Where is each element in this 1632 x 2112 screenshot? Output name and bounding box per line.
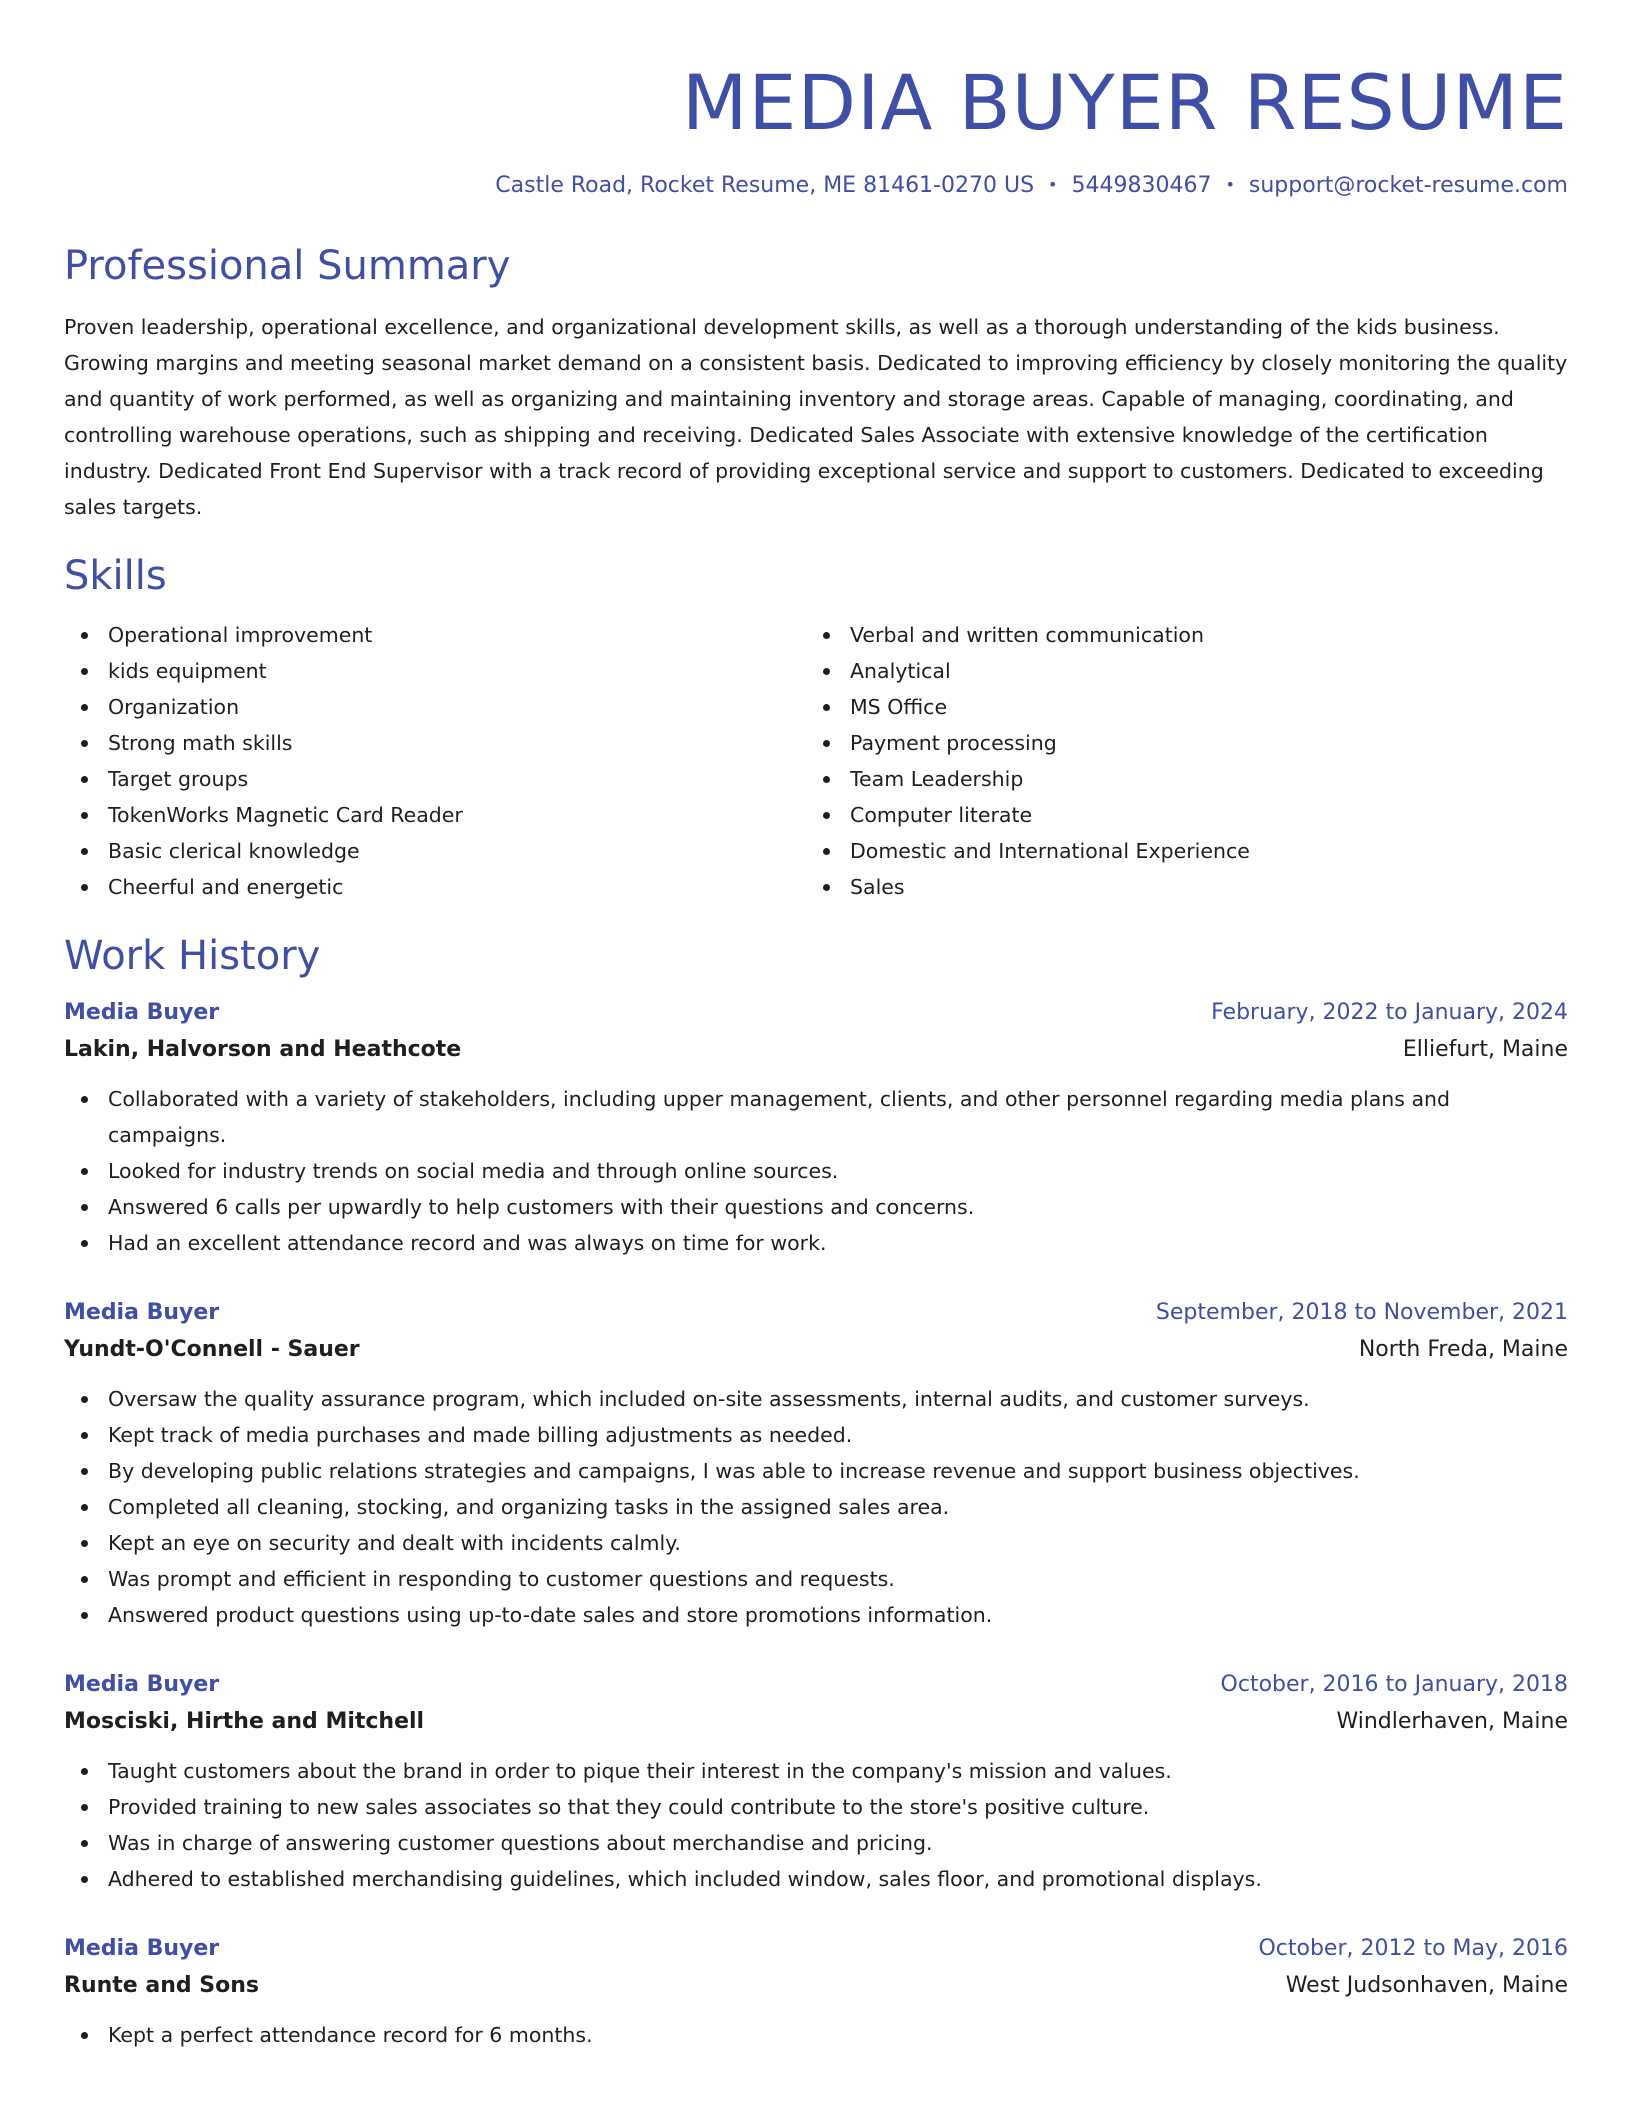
job-location: North Freda, Maine [1358,1337,1568,1362]
job-location: West Judsonhaven, Maine [1285,1973,1568,1998]
skill-item: Computer literate [806,797,1548,833]
job-company: Mosciski, Hirthe and Mitchell [64,1709,425,1734]
skill-item: Domestic and International Experience [806,833,1548,869]
contact-address: Castle Road, Rocket Resume, ME 81461-0270 US [495,173,1035,198]
job-bullet: Was prompt and efficient in responding to customer questions and requests. [64,1561,1568,1597]
work-history-heading: Work History [64,933,321,979]
job-location: Elliefurt, Maine [1402,1037,1568,1062]
separator-dot: • [1225,175,1235,194]
job-bullet: Provided training to new sales associates so that they could contribute to the store's positive culture. [64,1789,1568,1825]
job-bullet: Had an excellent attendance record and was always on time for work. [64,1225,1568,1261]
job-bullet: Kept an eye on security and dealt with incidents calmly. [64,1525,1568,1561]
skill-item: Operational improvement [64,617,806,653]
job-dates: February, 2022 to January, 2024 [1211,1000,1568,1025]
job-entry [64,995,1568,1261]
skill-item: Sales [806,869,1548,905]
skill-item: Verbal and written communication [806,617,1548,653]
job-bullet: Was in charge of answering customer questions about merchandise and pricing. [64,1825,1568,1861]
skill-item: Basic clerical knowledge [64,833,806,869]
job-bullet: Answered 6 calls per upwardly to help customers with their questions and concerns. [64,1189,1568,1225]
job-bullet: Adhered to established merchandising guidelines, which included window, sales floor, and promotional displays. [64,1861,1568,1897]
skill-item: TokenWorks Magnetic Card Reader [64,797,806,833]
job-location: Windlerhaven, Maine [1336,1709,1568,1734]
job-bullet: Taught customers about the brand in order to pique their interest in the company's mission and values. [64,1753,1568,1789]
resume-title: MEDIA BUYER RESUME [681,58,1568,147]
job-bullets [64,1753,1568,1897]
job-bullets [64,1081,1568,1261]
skill-item: Team Leadership [806,761,1548,797]
job-dates: October, 2012 to May, 2016 [1258,1936,1568,1961]
job-company: Lakin, Halvorson and Heathcote [64,1037,462,1062]
skills-grid [64,617,1568,905]
skills-column-right [806,617,1548,905]
job-entry [64,1295,1568,1633]
skill-item: Payment processing [806,725,1548,761]
job-entry [64,1931,1568,2053]
job-title: Media Buyer [64,1672,220,1697]
job-bullet: Oversaw the quality assurance program, which included on-site assessments, internal audits, and customer surveys. [64,1381,1568,1417]
job-bullet: Kept track of media purchases and made billing adjustments as needed. [64,1417,1568,1453]
job-entry [64,1667,1568,1897]
separator-dot: • [1048,175,1058,194]
job-company: Yundt-O'Connell - Sauer [64,1337,360,1362]
contact-phone: 5449830467 [1071,173,1212,198]
job-bullets [64,2017,1568,2053]
job-title: Media Buyer [64,1936,220,1961]
skills-column-left [64,617,806,905]
skill-item: kids equipment [64,653,806,689]
contact-line [64,170,1568,201]
job-bullet: Kept a perfect attendance record for 6 months. [64,2017,1568,2053]
job-dates: September, 2018 to November, 2021 [1155,1300,1568,1325]
job-bullet: Answered product questions using up-to-date sales and store promotions information. [64,1597,1568,1633]
job-bullet: By developing public relations strategies and campaigns, I was able to increase revenue and support business objectives. [64,1453,1568,1489]
job-bullet: Collaborated with a variety of stakeholders, including upper management, clients, and other personnel regarding media plans and campaigns. [64,1081,1568,1153]
job-bullet: Completed all cleaning, stocking, and organizing tasks in the assigned sales area. [64,1489,1568,1525]
resume-page [64,0,1568,2053]
job-title: Media Buyer [64,1300,220,1325]
job-bullets [64,1381,1568,1633]
skill-item: Analytical [806,653,1548,689]
skill-item: Target groups [64,761,806,797]
job-dates: October, 2016 to January, 2018 [1220,1672,1568,1697]
skill-item: Organization [64,689,806,725]
summary-text: Proven leadership, operational excellence, and organizational development skills, as well as a thorough understanding of the kids business. Growing margins and meeting seasonal market demand on a consistent basis. Dedicated to improving efficiency by closely monitoring the quality and quantity of work performed, as well as organizing and maintaining inventory and storage areas. Capable of managing, coordinating, and controlling warehouse operations, such as shipping and receiving. Dedicated Sales Associate with extensive knowledge of the certification industry. Dedicated Front End Supervisor with a track record of providing exceptional service and support to customers. Dedicated to exceeding sales targets. [64,315,1568,519]
skill-item: Cheerful and energetic [64,869,806,905]
job-bullet: Looked for industry trends on social media and through online sources. [64,1153,1568,1189]
skill-item: MS Office [806,689,1548,725]
skill-item: Strong math skills [64,725,806,761]
contact-email: support@rocket-resume.com [1248,173,1568,198]
job-title: Media Buyer [64,1000,220,1025]
skills-heading: Skills [64,553,167,599]
summary-heading: Professional Summary [64,243,511,289]
job-company: Runte and Sons [64,1973,259,1998]
